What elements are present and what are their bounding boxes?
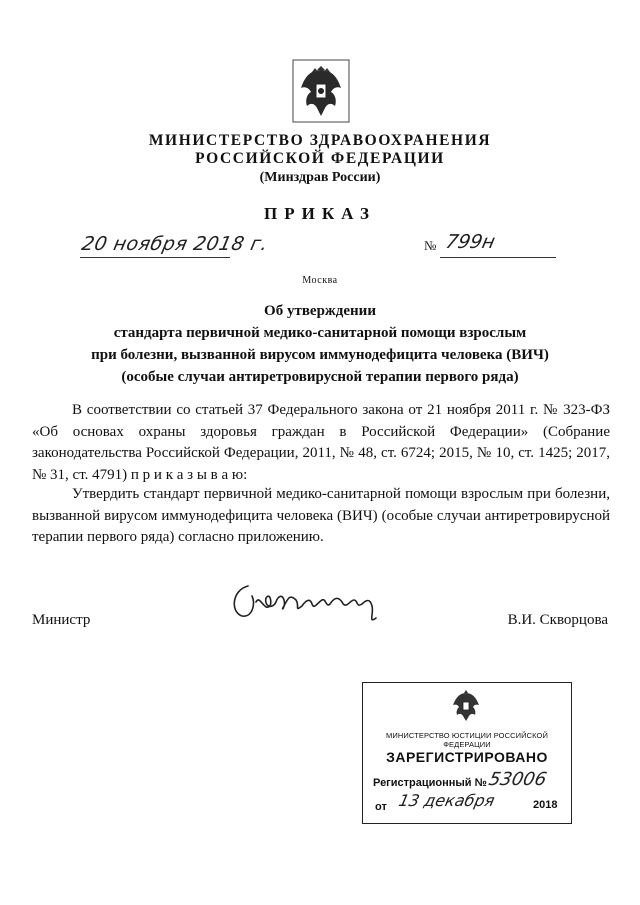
- registration-stamp: [362, 682, 572, 824]
- ministry-name-line1: МИНИСТЕРСТВО ЗДРАВООХРАНЕНИЯ: [148, 132, 492, 149]
- stamp-registered: ЗАРЕГИСТРИРОВАНО: [386, 749, 548, 765]
- order-city: Москва: [302, 275, 338, 286]
- order-title: [0, 300, 640, 388]
- order-date-handwritten: 20 ноября 2018 г.: [79, 233, 271, 255]
- handwritten-signature: [226, 572, 396, 632]
- body-paragraph-1: В соответствии со статьей 37 Федерального закона от 21 ноября 2011 г. № 323-ФЗ «Об основах охраны здоровья граждан в Российской Федерации» (Собрание законодательства Российской Федерации, 2011, № 48, ст. 6724; 2015, № 10, ст. 1425; 2017, № 31, ст. 4791) п р и к а з ы в а ю:: [32, 402, 610, 483]
- title-line: (особые случаи антиретровирусной терапии первого ряда): [121, 369, 519, 385]
- body-paragraph-2: Утвердить стандарт первичной медико-санитарной помощи взрослым при болезни, вызванной вирусом иммунодефицита человека (ВИЧ) (особые случаи антиретровирусной терапии первого ряда) согласно приложению.: [32, 486, 610, 545]
- title-line: Об утверждении: [264, 303, 376, 319]
- stamp-reg-number-label: Регистрационный №: [373, 777, 487, 789]
- number-underline: [440, 257, 556, 258]
- order-number-label: №: [424, 238, 437, 253]
- stamp-ministry-name: МИНИСТЕРСТВО ЮСТИЦИИ РОССИЙСКОЙ ФЕДЕРАЦИИ: [386, 731, 548, 749]
- stamp-from-label: от: [375, 801, 387, 813]
- ministry-name-line2: РОССИЙСКОЙ ФЕДЕРАЦИИ: [195, 150, 445, 167]
- stamp-reg-number: 53006: [486, 769, 549, 790]
- coat-of-arms-icon: [291, 58, 351, 124]
- title-line: при болезни, вызванной вирусом иммунодефицита человека (ВИЧ): [91, 347, 549, 363]
- document-type: ПРИКАЗ: [264, 204, 376, 223]
- ministry-short-name: (Минздрав России): [259, 170, 381, 185]
- title-line: стандарта первичной медико-санитарной помощи взрослым: [113, 325, 527, 341]
- signatory-position: Министр: [32, 612, 91, 628]
- stamp-year: 2018: [533, 799, 558, 811]
- order-number-handwritten: 799н: [443, 231, 498, 253]
- date-underline: [80, 257, 230, 258]
- signatory-name: В.И. Скворцова: [507, 612, 608, 628]
- stamp-date-handwritten: 13 декабря: [396, 791, 497, 810]
- stamp-emblem-icon: [449, 689, 483, 725]
